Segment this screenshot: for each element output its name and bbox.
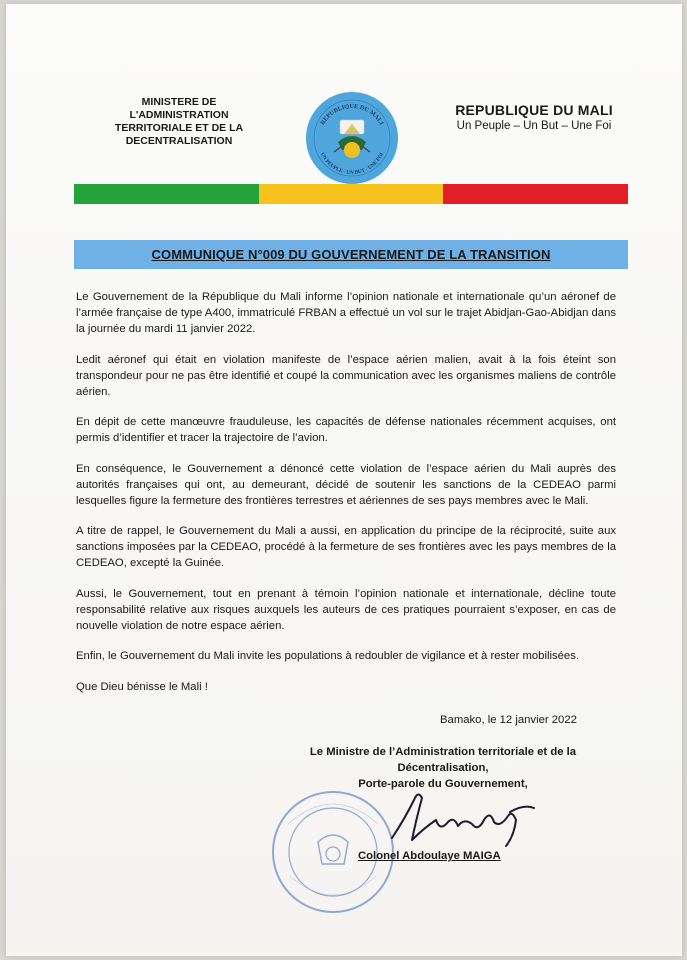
signatory-line-2: Porte-parole du Gouvernement, [358,778,528,790]
body-paragraph: A titre de rappel, le Gouvernement du Mali a aussi, en application du principe de la réciprocité, suite aux sanctions imposées par la CEDEAO, procédé à la fermeture de ses frontières avec les pays membres de la CEDEAO, excepté la Guinée. [76,525,616,569]
svg-text:REPUBLIQUE DU MALI: REPUBLIQUE DU MALI [319,102,385,127]
republic-header [424,102,644,132]
handwritten-signature [384,780,544,854]
mali-coat-of-arms-emblem [304,90,400,186]
national-motto: Un Peuple – Un But – Une Foi [456,120,612,132]
closing-blessing: Que Dieu bénisse le Mali ! [76,680,208,693]
ministry-header: MINISTERE DE L'ADMINISTRATION TERRITORIALE ET DE LA DECENTRALISATION [114,96,244,147]
flag-yellow-band [259,184,444,204]
body-paragraph: En conséquence, le Gouvernement a dénoncé cette violation de l’espace aérien du Mali auprès des autorités françaises qui ont, au demeurant, décidé de soutenir les sanctions de la CEDEAO parmi lesquelles figure la fermeture des frontières terrestres et aériennes de ses pays membres avec le Mali. [76,462,616,507]
republic-title: REPUBLIQUE DU MALI [455,102,613,118]
communique-body [76,289,616,709]
signer-name: Colonel Abdoulaye MAIGA [358,850,501,862]
flag-green-band [74,184,259,204]
body-paragraph: Ledit aéronef qui était en violation manifeste de l’espace aérien malien, avait à la fois éteint son transpondeur pour ne pas être identifié et coupé la communication avec les organismes maliens de contrôle aérien. [76,353,616,398]
communique-title-banner [74,240,628,269]
national-flag-stripe [74,184,628,204]
svg-text:UN PEUPLE - UN BUT - UNE FOI: UN PEUPLE - UN BUT - UNE FOI [318,151,386,176]
communique-title: COMMUNIQUE N°009 DU GOUVERNEMENT DE LA TRANSITION [151,247,551,262]
signatory-line-1: Le Ministre de l’Administration territoriale et de la Décentralisation, [309,746,577,774]
body-paragraph: Aussi, le Gouvernement, tout en prenant à témoin l’opinion nationale et internationale, décline toute responsabilité relative aux risques auxquels les auteurs de ces pratiques pourraient s’exposer, en cas de nouvelle violation de notre espace aérien. [76,587,616,632]
body-paragraph: Enfin, le Gouvernement du Mali invite les populations à redoubler de vigilance et à rester mobilisées. [76,650,579,662]
document-page [6,4,682,956]
body-paragraph: En dépit de cette manœuvre frauduleuse, les capacités de défense nationales récemment acquises, ont permis d’identifier et tracer la trajectoire de l’avion. [76,416,616,444]
body-paragraph: Le Gouvernement de la République du Mali informe l’opinion nationale et internationale qu’un aéronef de l’armée française de type A400, immatriculé FRBAN a effectué un vol sur le trajet Abidjan-Gao-Abidjan dans la journée du mardi 11 janvier 2022. [76,291,616,335]
flag-red-band [443,184,628,204]
date-line: Bamako, le 12 janvier 2022 [440,714,577,726]
